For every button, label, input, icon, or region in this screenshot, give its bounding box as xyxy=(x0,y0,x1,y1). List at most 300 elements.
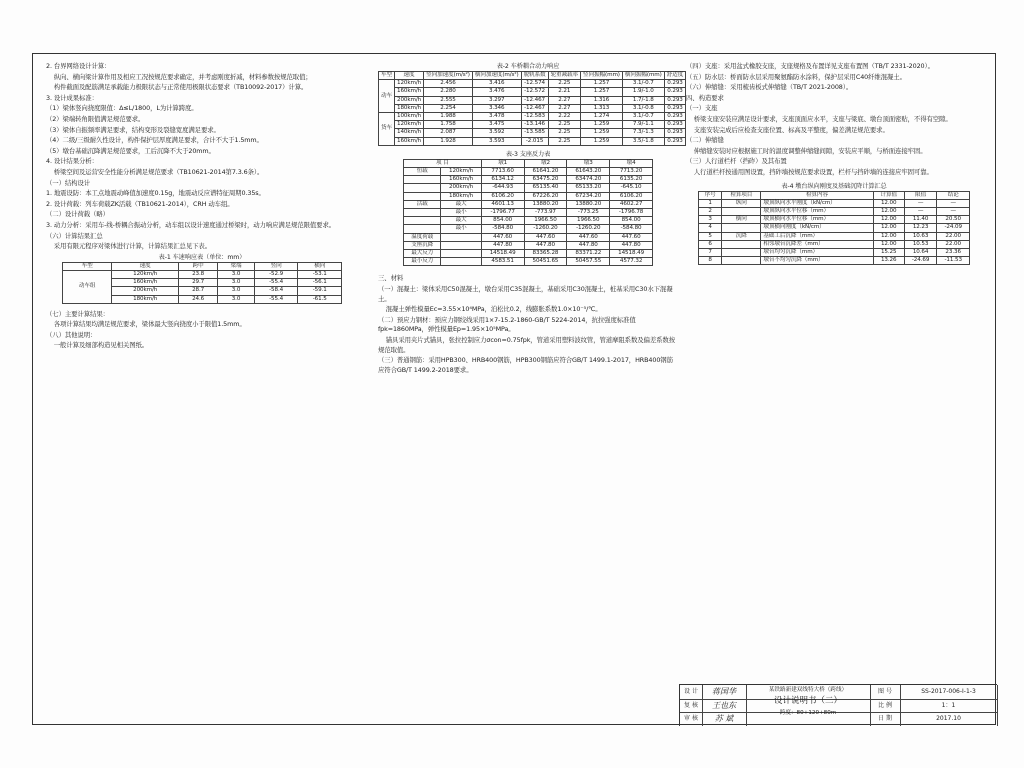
table-cell: 20.50 xyxy=(937,216,970,224)
table-cell: 14518.49 xyxy=(610,250,653,258)
table-cell: 447.60 xyxy=(524,233,567,241)
table-cell: 447.60 xyxy=(481,233,524,241)
table-row xyxy=(404,168,653,176)
left-paragraphs xyxy=(46,62,358,252)
table-cell: -645.10 xyxy=(610,184,653,192)
paragraph: （三）普通钢筋：采用HPB300、HRB400钢筋，HPB300钢筋应符合GB/T 1499.1-2017，HRB400钢筋应符合GB/T 1499.2-2018要求。 xyxy=(378,356,673,374)
table-cell: 3.416 xyxy=(472,80,521,88)
value-scale: 1：1 xyxy=(900,699,998,713)
table-cell: 0.293 xyxy=(664,96,685,104)
role-label: 设 计 xyxy=(680,685,703,699)
table-cell: 8 xyxy=(699,257,722,265)
paragraph: （3）梁体自振频率满足要求，结构变形及裂缝宽度满足要求。 xyxy=(46,125,220,134)
table-cell: 160km/h xyxy=(395,88,424,96)
table-cell: 67234.20 xyxy=(567,192,610,200)
table-row xyxy=(404,241,653,249)
table-cell xyxy=(722,207,761,215)
table-cell: 3.0 xyxy=(218,295,255,303)
table-cell: 447.80 xyxy=(481,241,524,249)
table-cell: 1.257 xyxy=(581,80,623,88)
table-cell: -61.5 xyxy=(298,295,342,303)
table-cell: 6134.12 xyxy=(481,176,524,184)
column-header: 限值 xyxy=(904,191,937,199)
table-row xyxy=(404,184,653,192)
table-cell: 2.25 xyxy=(548,129,580,137)
table-row xyxy=(379,129,686,137)
paragraph: 锚具采用夹片式锚具，张拉控制应力σcon=0.75fpk，管道采用塑料波纹管，管道摩阻系数及偏差系数按规范取值。 xyxy=(378,336,675,354)
paragraph: 支座安装完成后应检查支座位置、标高及平整度，偏差满足规范要求。 xyxy=(686,125,889,134)
column-header: 竖向振幅(mm) xyxy=(581,72,623,80)
table-row xyxy=(379,104,686,112)
column-header: 检算项目 xyxy=(722,191,761,199)
table-cell: 2.555 xyxy=(424,96,473,104)
table-cell: 22.00 xyxy=(937,240,970,248)
table-cell: 12.00 xyxy=(873,199,904,207)
table-cell: 1.758 xyxy=(424,121,473,129)
table-cell: -773.25 xyxy=(567,209,610,217)
row-sub: 最大 xyxy=(441,217,481,225)
value-drawing-no: SS-2017-006-Ⅰ-1-3 xyxy=(900,685,998,699)
table-cell: 12.00 xyxy=(873,207,904,215)
table-cell: 2 xyxy=(699,207,722,215)
table-cell: 12.00 xyxy=(873,224,904,232)
column-header: 墩2 xyxy=(524,159,567,167)
table-cell: -13.146 xyxy=(521,121,548,129)
column-header: 检算内容 xyxy=(761,191,873,199)
paragraph: （五）防水层：桥面防水层采用聚氨酯防水涂料，保护层采用C40纤维混凝土。 xyxy=(686,72,906,81)
paragraph: （2）梁端转角限值满足规范要求。 xyxy=(46,114,145,123)
table-row xyxy=(379,137,686,145)
label-scale: 比 例 xyxy=(870,699,901,713)
value-date: 2017.10 xyxy=(900,712,998,726)
table-cell: 11.40 xyxy=(904,216,937,224)
table-cell: 0.293 xyxy=(664,129,685,137)
title-block xyxy=(679,684,997,726)
table-cell: 14518.49 xyxy=(481,250,524,258)
row-sub xyxy=(441,233,481,241)
column-header: 竖向加速度(m/s²) xyxy=(424,72,473,80)
table-row xyxy=(699,240,970,248)
table-cell: 1.259 xyxy=(581,137,623,145)
column-header: 轮重减载率 xyxy=(548,72,580,80)
table-row xyxy=(404,217,653,225)
column-header: 墩1 xyxy=(481,159,524,167)
table-cell: 1.274 xyxy=(581,113,623,121)
table-row xyxy=(699,248,970,256)
table-cell: 4583.51 xyxy=(481,258,524,266)
project-name: 某铁路新建双线特大桥（跨线） xyxy=(768,687,848,693)
table-cell: -53.1 xyxy=(298,270,342,278)
table-cell: 3.476 xyxy=(472,88,521,96)
paragraph: （二）伸缩缝 xyxy=(686,136,724,145)
paragraph: （一）支座 xyxy=(686,104,718,113)
table-cell: 2.22 xyxy=(548,113,580,121)
table-cell: -1260.20 xyxy=(524,225,567,233)
row-sub xyxy=(441,250,481,258)
table-row xyxy=(699,207,970,215)
table-cell: 0.293 xyxy=(664,137,685,145)
table-row xyxy=(404,250,653,258)
table-cell: 200km/h xyxy=(112,287,179,295)
row-sub: 160km/h xyxy=(441,176,481,184)
table-row xyxy=(699,232,970,240)
column-header: 墩3 xyxy=(567,159,610,167)
table-row xyxy=(404,176,653,184)
table-cell: 沉降 xyxy=(722,232,761,240)
title-block-center xyxy=(746,685,871,726)
table-cell: 13880.20 xyxy=(567,200,610,208)
row-sub xyxy=(441,241,481,249)
signature: 王也东 xyxy=(702,699,747,713)
paragraph: 各项计算结果均满足规范要求，梁体最大竖向挠度小于限值1.5mm。 xyxy=(46,320,246,329)
paragraph: 四、构造要求 xyxy=(686,93,724,102)
row-sub: 120km/h xyxy=(441,168,481,176)
paragraph: （5）墩台基础沉降满足规范要求，工后沉降不大于20mm。 xyxy=(46,146,215,155)
row-group: 最大反力 xyxy=(404,250,441,258)
table-cell: 10.64 xyxy=(904,248,937,256)
row-group: 恒载 xyxy=(404,168,441,176)
table-cell: -584.80 xyxy=(610,225,653,233)
table-cell: 墩台不均匀沉降（mm） xyxy=(761,257,873,265)
table-cell: 0.293 xyxy=(664,88,685,96)
table-cell: 24.6 xyxy=(179,295,218,303)
column-header: 横向 xyxy=(298,262,342,270)
table3 xyxy=(403,159,653,267)
table-cell: -59.1 xyxy=(298,287,342,295)
table-cell: 7713.60 xyxy=(481,168,524,176)
row-group xyxy=(404,176,441,184)
paragraph: 纵向、横向梁计算作用及相应工况按规范要求确定，并考虑刚度折减，材料参数按规范取值； xyxy=(46,72,312,81)
column-header: 舒适度 xyxy=(664,72,685,80)
table-cell: 12.00 xyxy=(873,216,904,224)
row-sub xyxy=(441,258,481,266)
table-cell: -52.9 xyxy=(254,270,298,278)
paragraph: （4）二级/三级耐久性设计，构件保护层厚度满足要求，合计不大于1.5mm。 xyxy=(46,136,263,145)
drawing-name: 设计说明书（二） xyxy=(773,696,842,706)
table-cell: 65135.40 xyxy=(524,184,567,192)
table-row xyxy=(699,224,970,232)
column-header: 序号 xyxy=(699,191,722,199)
table-cell: 13.26 xyxy=(873,257,904,265)
table-cell: 纵向 xyxy=(722,199,761,207)
table-row xyxy=(404,258,653,266)
table-cell: 6106.20 xyxy=(610,192,653,200)
paragraph: （一）混凝土：梁体采用C50混凝土，墩台采用C35混凝土，基础采用C30混凝土，桩基采用C30水下混凝土。 xyxy=(378,285,673,303)
row-group xyxy=(404,184,441,192)
table-cell: 7.3/-1.3 xyxy=(622,129,664,137)
table-row xyxy=(379,88,686,96)
table-cell: -11.53 xyxy=(937,257,970,265)
table-cell: 50457.55 xyxy=(567,258,610,266)
table-cell: 447.80 xyxy=(610,241,653,249)
table-cell: 3.478 xyxy=(472,113,521,121)
table-cell: 120km/h xyxy=(395,121,424,129)
table-cell: 1.9/-1.0 xyxy=(622,88,664,96)
row-sub: 200km/h xyxy=(441,184,481,192)
table-cell: 3.297 xyxy=(472,96,521,104)
row-group xyxy=(404,209,441,217)
table-row xyxy=(379,96,686,104)
table-cell: 4601.13 xyxy=(481,200,524,208)
table-cell: 1.257 xyxy=(581,88,623,96)
left-paragraphs-b xyxy=(46,310,358,351)
table-cell: 447.60 xyxy=(610,233,653,241)
table-cell: 1.7/-1.8 xyxy=(622,96,664,104)
column-header: 车型 xyxy=(379,72,395,80)
table-cell: 1966.50 xyxy=(567,217,610,225)
table-cell: 854.00 xyxy=(610,217,653,225)
table-cell: 29.7 xyxy=(179,279,218,287)
table-cell: -644.93 xyxy=(481,184,524,192)
table-cell: 200km/h xyxy=(395,96,424,104)
paragraph: 人行道栏杆按通用图设置，挡砟墙按规范要求设置，栏杆与挡砟墙的连接应牢固可靠。 xyxy=(686,167,933,176)
column-right xyxy=(686,62,982,265)
table-cell: 2.27 xyxy=(548,96,580,104)
table-cell: 6 xyxy=(699,240,722,248)
column-header: 脱轨系数 xyxy=(521,72,548,80)
span-info: 跨度：80+120+80m xyxy=(779,710,837,716)
table-cell: 5 xyxy=(699,232,722,240)
table-cell: 4577.32 xyxy=(610,258,653,266)
column-middle xyxy=(378,62,684,376)
table-cell: 3.1/-0.7 xyxy=(622,113,664,121)
row-group: 最小反力 xyxy=(404,258,441,266)
table-cell: -1796.77 xyxy=(481,209,524,217)
table-cell: 6135.20 xyxy=(610,176,653,184)
column-header: 速度 xyxy=(112,262,179,270)
table-cell: -2.015 xyxy=(521,137,548,145)
table-cell: 1.259 xyxy=(581,129,623,137)
table-row xyxy=(404,200,653,208)
table-cell: 墩顶横向刚度（kN/cm） xyxy=(761,224,873,232)
table-cell: 447.80 xyxy=(567,241,610,249)
table-cell: — xyxy=(937,207,970,215)
table-cell: 1.316 xyxy=(581,96,623,104)
table-cell: — xyxy=(904,199,937,207)
table-cell: 23.8 xyxy=(179,270,218,278)
column-header: 速度 xyxy=(395,72,424,80)
row-group xyxy=(404,225,441,233)
column-header: 横向加速度(m/s²) xyxy=(472,72,521,80)
table-cell: 22.00 xyxy=(937,232,970,240)
table-row xyxy=(63,270,342,278)
table-cell xyxy=(722,257,761,265)
row-sub: 最大 xyxy=(441,200,481,208)
paragraph: （七）主要计算结果： xyxy=(46,309,109,318)
table-cell: 4602.27 xyxy=(610,200,653,208)
column-left xyxy=(46,62,358,352)
table-cell: 墩台均匀沉降（mm） xyxy=(761,248,873,256)
table-cell: 2.280 xyxy=(424,88,473,96)
column-header: 竖向 xyxy=(254,262,298,270)
row-sub: 最小 xyxy=(441,209,481,217)
table-cell: 1.928 xyxy=(424,137,473,145)
table-cell: 12.23 xyxy=(904,224,937,232)
table-cell: 3.0 xyxy=(218,287,255,295)
table-cell: 0.293 xyxy=(664,80,685,88)
table-cell: 2.254 xyxy=(424,104,473,112)
table-cell: 120km/h xyxy=(112,270,179,278)
table-cell: 3.593 xyxy=(472,137,521,145)
table-row xyxy=(699,216,970,224)
column-header: 墩4 xyxy=(610,159,653,167)
table-cell: 7.9/-1.1 xyxy=(622,121,664,129)
table-row xyxy=(699,199,970,207)
table-cell: 3.0 xyxy=(218,270,255,278)
table-row xyxy=(379,80,686,88)
paragraph: 混凝土弹性模量Ec=3.55×10⁴MPa，泊松比0.2，线膨胀系数1.0×10⁻⁵/℃。 xyxy=(378,305,602,314)
table-row xyxy=(404,209,653,217)
column-header: 跨中 xyxy=(179,262,218,270)
table-row xyxy=(404,225,653,233)
paragraph: （一）结构设计 xyxy=(46,178,91,187)
table2-title: 表-2 车桥耦合动力响应 xyxy=(496,63,560,70)
paragraph: 2. 设计荷载：列车荷载ZK活载（TB10621-2014），CRH 动车组。 xyxy=(46,199,234,208)
column-header: 计算值 xyxy=(873,191,904,199)
table-cell: 1.259 xyxy=(581,121,623,129)
table-cell: 墩顶横向水平位移（mm） xyxy=(761,216,873,224)
paragraph: （四）支座：采用盆式橡胶支座，支座规格及布置详见支座布置图（TB/T 2331-2020）。 xyxy=(686,62,934,70)
table-cell: 67226.20 xyxy=(524,192,567,200)
table-cell: 63474.20 xyxy=(567,176,610,184)
table-cell: 180km/h xyxy=(112,295,179,303)
table-cell: 12.00 xyxy=(873,240,904,248)
table-cell: 50451.65 xyxy=(524,258,567,266)
table-row xyxy=(379,121,686,129)
table-cell: 相邻墩台沉降差（mm） xyxy=(761,240,873,248)
paragraph: 4. 设计结果分析： xyxy=(46,157,98,166)
signature: 蒋国华 xyxy=(702,685,747,699)
table-cell: -24.09 xyxy=(937,224,970,232)
table-cell: 2.21 xyxy=(548,88,580,96)
table-cell: 7713.20 xyxy=(610,168,653,176)
table-cell: -1796.78 xyxy=(610,209,653,217)
table-cell: 61643.20 xyxy=(567,168,610,176)
table-cell: -1260.20 xyxy=(567,225,610,233)
table-cell: 0.293 xyxy=(664,121,685,129)
table-cell: -56.1 xyxy=(298,279,342,287)
table-cell: 120km/h xyxy=(395,80,424,88)
row-group: 温度荷载 xyxy=(404,233,441,241)
paragraph: 桥梁支座安装应满足设计要求，支座顶面应水平，支座与梁底、墩台顶面密贴，不得有空隙。 xyxy=(686,114,952,123)
table-cell xyxy=(722,248,761,256)
paragraph: 2. 台界网络设计计算： xyxy=(46,62,111,70)
table-cell: 3.0 xyxy=(218,279,255,287)
column-header: 横向振幅(mm) xyxy=(622,72,664,80)
table-cell: 10.53 xyxy=(904,240,937,248)
table-cell: 墩顶纵向水平位移（mm） xyxy=(761,207,873,215)
table-cell: 1.313 xyxy=(581,104,623,112)
paragraph: （六）计算结果汇总 xyxy=(46,231,103,240)
table-cell: -12.467 xyxy=(521,96,548,104)
table-cell: 23.36 xyxy=(937,248,970,256)
paragraph: （二）预应力钢材：预应力钢绞线采用1×7-15.2-1860-GB/T 5224-2014，抗拉强度标准值fpk=1860MPa，弹性模量Ep=1.95×10⁵MPa。 xyxy=(378,315,636,334)
label-date: 日 期 xyxy=(870,712,901,726)
table-cell: 2.25 xyxy=(548,80,580,88)
table-cell: -12.583 xyxy=(521,113,548,121)
table-cell: 横向 xyxy=(722,216,761,224)
table-cell: 160km/h xyxy=(112,279,179,287)
table-cell: 65133.20 xyxy=(567,184,610,192)
table-cell: -12.467 xyxy=(521,104,548,112)
table-cell: 1.988 xyxy=(424,113,473,121)
table-cell: 180km/h xyxy=(395,104,424,112)
table-cell: 1 xyxy=(699,199,722,207)
paragraph: （二）设计荷载（略） xyxy=(46,210,109,219)
table-cell: 7 xyxy=(699,248,722,256)
table-cell: 2.456 xyxy=(424,80,473,88)
table-cell: 13880.20 xyxy=(524,200,567,208)
signature: 苏 斌 xyxy=(702,712,747,726)
paragraph: （三）人行道栏杆（挡砟）及其布置 xyxy=(686,157,787,166)
table-cell: 28.7 xyxy=(179,287,218,295)
table-cell: -55.4 xyxy=(254,295,298,303)
table-cell: 基础工后沉降（mm） xyxy=(761,232,873,240)
table-cell: 2.27 xyxy=(548,104,580,112)
paragraph: 伸缩缝安装时应根据施工时的温度调整伸缩缝间隙，安装应平顺，与桥面连接牢固。 xyxy=(686,146,927,155)
table3-title: 表-3 支座反力表 xyxy=(505,150,551,158)
table-cell: -773.97 xyxy=(524,209,567,217)
role-label: 审 核 xyxy=(680,712,703,726)
row-group: 动车组 xyxy=(63,270,112,303)
table-cell: 140km/h xyxy=(395,129,424,137)
table-cell: 854.00 xyxy=(481,217,524,225)
table-cell: -12.572 xyxy=(521,88,548,96)
row-group: 支座沉降 xyxy=(404,241,441,249)
paragraph: 桥梁空间及运营安全性能分析满足规范要求（TB10621-2014第7.3.6条）。 xyxy=(46,167,264,176)
right-paragraphs xyxy=(686,62,982,178)
table-cell: 10.63 xyxy=(904,232,937,240)
table-cell: 4 xyxy=(699,224,722,232)
table-cell: 2.25 xyxy=(548,137,580,145)
table-cell: 3 xyxy=(699,216,722,224)
column-header: 项 目 xyxy=(404,159,482,167)
table-cell: -584.80 xyxy=(481,225,524,233)
column-header: 梁端 xyxy=(218,262,255,270)
table-cell: 63475.20 xyxy=(524,176,567,184)
paragraph: （1）梁体竖向挠度限值：Δ≤L/1800，L为计算跨度。 xyxy=(46,104,198,113)
row-sub: 180km/h xyxy=(441,192,481,200)
table-cell: 3.592 xyxy=(472,129,521,137)
table-cell: 0.293 xyxy=(664,104,685,112)
table4 xyxy=(698,191,970,266)
table-cell: 2.25 xyxy=(548,121,580,129)
table4-title: 表-4 墩台纵向刚度及基础沉降计算汇总 xyxy=(781,182,887,190)
paragraph: 采用有限元程序对梁体进行计算，计算结果汇总见下表。 xyxy=(46,242,211,251)
role-label: 复 核 xyxy=(680,699,703,713)
table1-title: 表-1 车速响应表（单位：mm） xyxy=(158,253,246,261)
table-cell: 3.346 xyxy=(472,104,521,112)
table-cell: 3.475 xyxy=(472,121,521,129)
table-row xyxy=(404,233,653,241)
table-cell: 83365.28 xyxy=(524,250,567,258)
paragraph: 3. 设计成果标准： xyxy=(46,93,98,102)
table-cell: 447.80 xyxy=(524,241,567,249)
table1 xyxy=(62,262,342,304)
label-drawing-no: 图 号 xyxy=(870,685,901,699)
table-row xyxy=(379,113,686,121)
table-cell: -58.4 xyxy=(254,287,298,295)
table-cell: -13.585 xyxy=(521,129,548,137)
table-cell: -55.4 xyxy=(254,279,298,287)
column-header: 车型 xyxy=(63,262,112,270)
row-group: 货车 xyxy=(379,113,395,146)
paragraph: （八）其他说明： xyxy=(46,330,97,339)
table-cell: -12.574 xyxy=(521,80,548,88)
paragraph: 构件截面及配筋满足承载能力极限状态与正常使用极限状态要求（TB10092-2017）计算。 xyxy=(46,83,308,92)
paragraph: 3. 动力分析：采用车-线-桥耦合振动分析，动车组以设计速度通过桥梁时，动力响应满足规范限值要求。 xyxy=(46,220,336,229)
row-sub: 最小 xyxy=(441,225,481,233)
